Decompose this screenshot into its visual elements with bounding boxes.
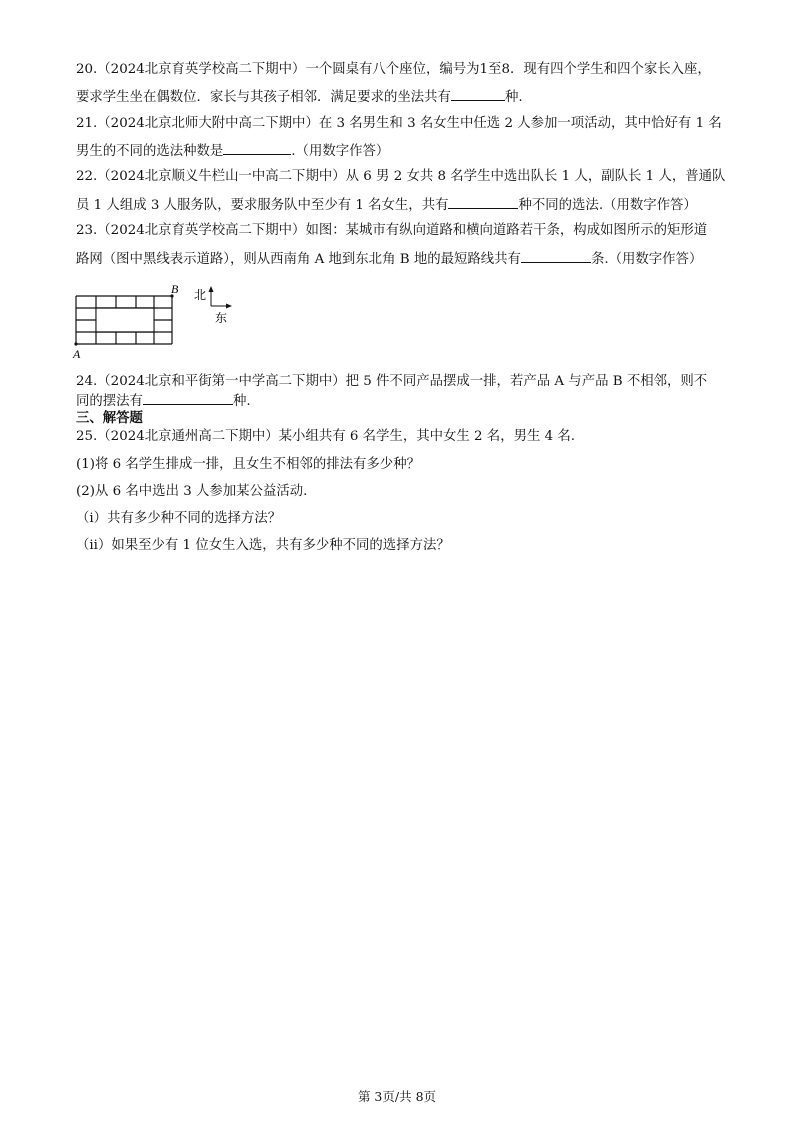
section-heading: 三、解答题 (76, 410, 143, 426)
compass-icon (209, 286, 233, 309)
q22-line1: 22.（2024北京顺义牛栏山一中高二下期中）从 6 男 2 女共 8 名学生中选出队长 1 人，副队长 1 人，普通队 (76, 169, 726, 184)
q22-answer-blank (448, 194, 518, 209)
q25-part2-ii: （ii）如果至少有 1 位女生入选，共有多少种不同的选择方法？ (76, 538, 450, 553)
q23-line2 (76, 248, 702, 270)
label-a: A (73, 347, 81, 361)
q25-stem: 25.（2024北京通州高二下期中）某小组共有 6 名学生，其中女生 2 名，男生 4 名. (76, 429, 576, 444)
q20-text-before: 要求学生坐在偶数位．家长与其孩子相邻．满足要求的坐法共有 (76, 90, 451, 105)
q22-text-before: 员 1 人组成 3 人服务队，要求服务队中至少有 1 名女生，共有 (76, 198, 449, 213)
q20-text-after: 种. (504, 90, 523, 105)
q21-text-before: 男生的不同的选法种数是 (76, 144, 224, 159)
label-north: 北 (194, 288, 207, 302)
label-east: 东 (215, 311, 228, 325)
page-footer: 第 3页/共 8页 (357, 1089, 437, 1104)
q24-line1: 24.（2024北京和平街第一中学高二下期中）把 5 件不同产品摆成一排，若产品 A 与产品 B 不相邻，则不 (76, 374, 708, 389)
q25-part2: (2)从 6 名中选出 3 人参加某公益活动. (76, 484, 308, 499)
q25-part1: (1)将 6 名学生排成一排，且女生不相邻的排法有多少种？ (76, 457, 420, 472)
q21-text-after: .（用数字作答） (291, 144, 390, 159)
q23-answer-blank (521, 248, 591, 263)
q25-part2-i: （i）共有多少种不同的选择方法？ (76, 511, 282, 526)
point-a-dot (74, 342, 77, 345)
q20-line1: 20.（2024北京育英学校高二下期中）一个圆桌有八个座位，编号为1至8．现有四个学生和四个家长入座， (76, 62, 711, 77)
label-b: B (171, 282, 179, 296)
q23-text-after: 条.（用数字作答） (590, 252, 703, 267)
q21-line1: 21.（2024北京北师大附中高二下期中）在 3 名男生和 3 名女生中任选 2 人参加一项活动，其中恰好有 1 名 (76, 116, 722, 131)
q24-text-after: 种. (232, 394, 251, 409)
q21-answer-blank (223, 140, 291, 155)
q24-answer-blank (143, 390, 233, 405)
road-grid-figure (70, 282, 250, 362)
q23-line1: 23.（2024北京育英学校高二下期中）如图：某城市有纵向道路和横向道路若干条，构成如图所示的矩形道 (76, 223, 708, 238)
q22-line2 (76, 194, 697, 216)
q20-answer-blank (451, 86, 505, 101)
q24-text-before: 同的摆法有 (76, 394, 143, 409)
q23-text-before: 路网（图中黑线表示道路），则从西南角 A 地到东北角 B 地的最短路线共有 (76, 252, 521, 267)
q21-line2 (76, 140, 389, 162)
q20-line2 (76, 86, 523, 108)
q22-text-after: 种不同的选法.（用数字作答） (518, 198, 697, 213)
